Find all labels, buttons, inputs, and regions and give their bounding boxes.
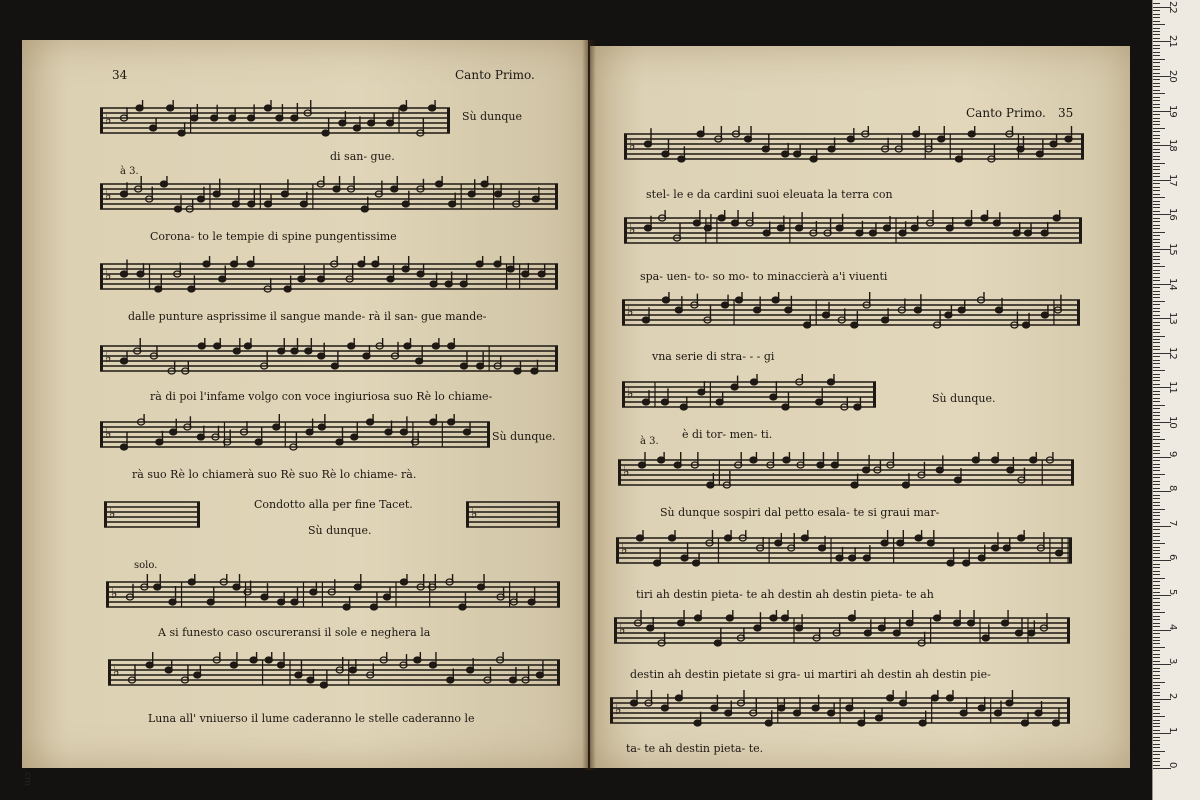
ruler-tick: [1153, 194, 1160, 195]
ruler-tick: [1153, 477, 1160, 478]
ruler-tick: [1153, 24, 1165, 25]
ruler-tick: [1153, 86, 1160, 87]
ruler-tick: [1153, 616, 1160, 617]
ruler-number: 3: [1167, 658, 1178, 665]
ruler-tick: [1153, 311, 1160, 312]
ruler-tick: [1153, 464, 1160, 465]
ruler-tick: [1153, 100, 1160, 101]
ruler-tick: [1153, 640, 1160, 641]
ruler-tick: [1153, 197, 1165, 198]
lyric-line: rà di poi l'infame volgo con voce ingiuriosa suo Rè lo chiame-: [150, 390, 493, 403]
lyric-line: è di tor- men- ti.: [682, 428, 773, 441]
ruler-tick: [1153, 118, 1160, 119]
ruler-tick: [1153, 550, 1160, 551]
ruler-tick: [1153, 723, 1160, 724]
ruler-tick: [1153, 104, 1160, 105]
page-number-left: 34: [112, 68, 128, 82]
svg-text:♭: ♭: [623, 464, 630, 480]
cue-text: Sù dunque.: [308, 524, 372, 537]
ruler-tick: [1153, 460, 1160, 461]
ruler-tick: [1153, 481, 1160, 482]
ruler-tick: [1153, 380, 1160, 381]
ruler-tick: [1153, 356, 1160, 357]
ruler-tick: [1153, 740, 1160, 741]
ruler-tick: [1153, 657, 1160, 658]
ruler-tick: [1153, 695, 1160, 696]
ruler-tick: [1153, 391, 1160, 392]
svg-text:♭: ♭: [621, 542, 628, 558]
ruler-number: 18: [1167, 139, 1178, 152]
ruler-tick: [1153, 21, 1160, 22]
empty-staff: [466, 494, 560, 532]
ruler-tick: [1153, 124, 1160, 125]
ruler-tick: [1153, 225, 1160, 226]
ruler-tick: [1153, 10, 1160, 11]
ruler-tick: [1153, 152, 1160, 153]
ruler-tick: [1153, 484, 1160, 485]
ruler-tick: [1153, 592, 1160, 593]
ruler-tick: [1153, 765, 1160, 766]
ruler-tick: [1153, 228, 1160, 229]
ruler-tick: [1153, 647, 1165, 648]
ruler-tick: [1153, 384, 1160, 385]
ruler-tick: [1153, 626, 1160, 627]
ruler-tick: [1153, 547, 1160, 548]
ruler-tick: [1153, 280, 1160, 281]
ruler-number: 14: [1167, 277, 1178, 291]
ruler-tick: [1153, 270, 1160, 271]
music-staff: [100, 100, 450, 138]
ruler-number: 20: [1167, 70, 1178, 83]
ruler-tick: [1153, 374, 1160, 375]
svg-text:♭: ♭: [105, 188, 112, 204]
ruler-tick: [1153, 543, 1165, 544]
ruler-tick: [1153, 650, 1160, 651]
ruler-tick: [1153, 754, 1160, 755]
ruler-tick: [1153, 263, 1160, 264]
ruler-tick: [1153, 31, 1160, 32]
lyric-line: Corona- to le tempie di spine pungentissime: [150, 230, 397, 243]
ruler-tick: [1153, 519, 1160, 520]
ruler-tick: [1153, 79, 1160, 80]
ruler-tick: [1153, 512, 1160, 513]
ruler-tick: [1153, 412, 1160, 413]
ruler-tick: [1153, 761, 1160, 762]
ruler-tick: [1153, 17, 1160, 18]
ruler-tick: [1153, 256, 1160, 257]
ruler-tick: [1153, 706, 1160, 707]
ruler-number: 8: [1167, 485, 1178, 492]
ruler-tick: [1153, 346, 1160, 347]
ruler-tick: [1153, 336, 1165, 337]
ruler-tick: [1153, 474, 1165, 475]
ruler-tick: [1153, 34, 1160, 35]
ruler-tick: [1153, 398, 1160, 399]
running-head-left: Canto Primo.: [455, 68, 535, 82]
ruler-tick: [1153, 315, 1160, 316]
svg-text:♭: ♭: [627, 304, 634, 320]
ruler-number: 6: [1167, 554, 1178, 561]
ruler-tick: [1153, 609, 1160, 610]
ruler-tick: [1153, 509, 1165, 510]
ruler-tick: [1153, 685, 1160, 686]
ruler-tick: [1153, 142, 1160, 143]
ruler-tick: [1153, 415, 1160, 416]
ruler-tick: [1153, 156, 1160, 157]
ruler-tick: [1153, 266, 1165, 267]
ruler-tick: [1153, 273, 1160, 274]
svg-text:♭: ♭: [619, 622, 626, 638]
ruler-tick: [1153, 661, 1160, 662]
ruler-tick: [1153, 560, 1171, 561]
ruler-tick: [1153, 429, 1160, 430]
ruler-tick: [1153, 488, 1160, 489]
ruler-tick: [1153, 166, 1160, 167]
ruler-tick: [1153, 419, 1160, 420]
ruler-tick: [1153, 439, 1165, 440]
ruler-tick: [1153, 709, 1160, 710]
ruler-tick: [1153, 360, 1160, 361]
ruler-tick: [1153, 287, 1160, 288]
music-staff: [100, 176, 558, 214]
music-staff: [622, 292, 1080, 330]
ruler-tick: [1153, 637, 1160, 638]
svg-text:♭: ♭: [627, 386, 634, 402]
cue-text: Sù dunque: [462, 110, 522, 123]
ruler-tick: [1153, 585, 1160, 586]
ruler-tick: [1153, 377, 1160, 378]
ruler-tick: [1153, 498, 1160, 499]
svg-text:♭: ♭: [615, 702, 622, 718]
ruler-tick: [1153, 246, 1160, 247]
ruler-tick: [1153, 574, 1160, 575]
ruler-number: 22: [1167, 0, 1178, 14]
ruler-tick: [1153, 52, 1160, 53]
ruler-tick: [1153, 183, 1160, 184]
ruler-unit-label: cm: [22, 772, 32, 786]
ruler-tick: [1153, 405, 1165, 406]
ruler-number: 9: [1167, 450, 1178, 457]
svg-text:♭: ♭: [111, 586, 118, 602]
ruler-tick: [1153, 675, 1160, 676]
music-staff: [108, 652, 560, 690]
ruler-tick: [1153, 308, 1160, 309]
ruler-tick: [1153, 502, 1160, 503]
ruler-tick: [1153, 218, 1160, 219]
lyric-line: vna serie di stra- - - gi: [652, 350, 775, 363]
lyric-line: di san- gue.: [330, 150, 395, 163]
ruler-tick: [1153, 553, 1160, 554]
ruler-tick: [1153, 692, 1160, 693]
ruler-tick: [1153, 633, 1160, 634]
lyric-line: A si funesto caso oscureransi il sole e neghera la: [158, 626, 431, 639]
music-staff: [624, 210, 1082, 248]
ruler-tick: [1153, 62, 1160, 63]
ruler-tick: [1153, 443, 1160, 444]
ruler-tick: [1153, 83, 1160, 84]
ruler-tick: [1153, 55, 1160, 56]
ruler-tick: [1153, 678, 1160, 679]
ruler-tick: [1153, 713, 1160, 714]
ruler-tick: [1153, 259, 1160, 260]
ruler-tick: [1153, 277, 1160, 278]
cue-text: Sù dunque.: [932, 392, 996, 405]
ruler-tick: [1153, 239, 1160, 240]
ruler-tick: [1153, 654, 1160, 655]
ruler-tick: [1153, 505, 1160, 506]
ruler-number: 1: [1167, 727, 1178, 734]
lyric-line: Luna all' vniuerso il lume caderanno le stelle caderanno le: [148, 712, 475, 725]
ruler-tick: [1153, 758, 1160, 759]
ruler-tick: [1153, 446, 1160, 447]
music-staff: [610, 690, 1070, 728]
lyric-line: stel- le e da cardini suoi eleuata la terra con: [646, 188, 893, 201]
ruler-tick: [1153, 733, 1171, 734]
ruler-number: 19: [1167, 104, 1178, 118]
music-staff: [616, 530, 1072, 568]
ruler-tick: [1153, 66, 1160, 67]
ruler-tick: [1153, 128, 1165, 129]
lyric-line: destin ah destin pietate si gra- ui martiri ah destin ah destin pie-: [630, 668, 991, 681]
voice-marking: solo.: [134, 560, 158, 571]
ruler-tick: [1153, 363, 1160, 364]
ruler-tick: [1153, 121, 1160, 122]
ruler-number: 7: [1167, 519, 1178, 527]
ruler-tick: [1153, 612, 1165, 613]
ruler-number: 4: [1167, 623, 1178, 630]
ruler-tick: [1153, 522, 1160, 523]
ruler-tick: [1153, 720, 1160, 721]
ruler-tick: [1153, 557, 1160, 558]
ruler-tick: [1153, 339, 1160, 340]
ruler-number: 2: [1167, 692, 1178, 700]
ruler-tick: [1153, 93, 1165, 94]
svg-text:♭: ♭: [113, 664, 120, 680]
music-staff: [100, 338, 558, 376]
ruler-tick: [1153, 737, 1160, 738]
ruler-tick: [1153, 688, 1160, 689]
lyric-line: Sù dunque sospiri dal petto esala- te si graui mar-: [660, 506, 940, 519]
ruler-tick: [1153, 349, 1160, 350]
ruler-tick: [1153, 436, 1160, 437]
ruler-tick: [1153, 581, 1160, 582]
ruler-tick: [1153, 252, 1160, 253]
svg-text:♭: ♭: [471, 506, 478, 522]
ruler-number: 15: [1167, 243, 1178, 256]
cue-text: Sù dunque.: [492, 430, 556, 443]
ruler-tick: [1153, 602, 1160, 603]
ruler-tick: [1153, 432, 1160, 433]
ruler-tick: [1153, 467, 1160, 468]
ruler-tick: [1153, 682, 1165, 683]
ruler-tick: [1153, 45, 1160, 46]
ruler-tick: [1153, 232, 1165, 233]
ruler-tick: [1153, 588, 1160, 589]
ruler-tick: [1153, 48, 1160, 49]
ruler-tick: [1153, 149, 1160, 150]
empty-staff: [104, 494, 200, 532]
voice-marking: à 3.: [120, 166, 139, 177]
ruler-tick: [1153, 201, 1160, 202]
ruler-tick: [1153, 107, 1160, 108]
ruler-tick: [1153, 408, 1160, 409]
ruler-tick: [1153, 533, 1160, 534]
ruler-tick: [1153, 69, 1160, 70]
ruler-tick: [1153, 190, 1160, 191]
ruler-tick: [1153, 304, 1160, 305]
ruler-tick: [1153, 726, 1160, 727]
ruler-tick: [1153, 38, 1160, 39]
ruler-tick: [1153, 28, 1160, 29]
ruler-tick: [1153, 571, 1160, 572]
ruler-tick: [1153, 401, 1160, 402]
ruler-number: 17: [1167, 173, 1178, 187]
ruler-tick: [1153, 578, 1165, 579]
ruler-tick: [1153, 207, 1160, 208]
music-staff: [624, 126, 1084, 164]
ruler-tick: [1153, 394, 1160, 395]
ruler-tick: [1153, 297, 1160, 298]
ruler-tick: [1153, 291, 1160, 292]
ruler-tick: [1153, 536, 1160, 537]
lyric-line: ta- te ah destin pieta- te.: [626, 742, 764, 755]
ruler-tick: [1153, 716, 1165, 717]
ruler-tick: [1153, 301, 1165, 302]
ruler-number: 10: [1167, 416, 1178, 429]
ruler-tick: [1153, 540, 1160, 541]
ruler-tick: [1153, 322, 1160, 323]
music-staff: [100, 256, 558, 294]
ruler-tick: [1153, 187, 1160, 188]
ruler-number: 21: [1167, 35, 1178, 49]
ruler-tick: [1153, 515, 1160, 516]
ruler-tick: [1153, 605, 1160, 606]
ruler-tick: [1153, 370, 1165, 371]
ruler-tick: [1153, 598, 1160, 599]
ruler-tick: [1153, 623, 1160, 624]
ruler-tick: [1153, 3, 1160, 4]
music-staff: [106, 574, 560, 612]
ruler-tick: [1153, 131, 1160, 132]
ruler-tick: [1153, 425, 1160, 426]
ruler-tick: [1153, 450, 1160, 451]
ruler-tick: [1153, 747, 1160, 748]
ruler-number: 0: [1167, 762, 1178, 769]
ruler-tick: [1153, 529, 1160, 530]
svg-text:♭: ♭: [629, 222, 636, 238]
voice-marking: à 3.: [640, 436, 659, 447]
ruler-tick: [1153, 59, 1165, 60]
ruler-number: 12: [1167, 346, 1178, 360]
ruler-tick: [1153, 242, 1160, 243]
ruler-tick: [1153, 671, 1160, 672]
book-gutter: [582, 40, 596, 770]
ruler-tick: [1153, 163, 1165, 164]
performance-instruction: Condotto alla per fine Tacet.: [254, 498, 413, 511]
music-staff: [100, 414, 490, 452]
ruler-tick: [1153, 221, 1160, 222]
ruler-tick: [1153, 294, 1160, 295]
ruler-tick: [1153, 176, 1160, 177]
ruler-tick: [1153, 173, 1160, 174]
ruler-tick: [1153, 73, 1160, 74]
ruler-tick: [1153, 751, 1165, 752]
lyric-line: dalle punture asprissime il sangue mande- rà il san- gue mande-: [128, 310, 487, 323]
ruler-tick: [1153, 169, 1160, 170]
ruler-tick: [1153, 744, 1160, 745]
ruler-tick: [1153, 567, 1160, 568]
svg-text:♭: ♭: [105, 112, 112, 128]
ruler-tick: [1153, 159, 1160, 160]
ruler-tick: [1153, 235, 1160, 236]
svg-text:♭: ♭: [105, 350, 112, 366]
ruler-tick: [1153, 495, 1160, 496]
measuring-ruler: [1152, 0, 1200, 800]
running-head-right: Canto Primo.: [966, 106, 1046, 120]
ruler-tick: [1153, 564, 1160, 565]
ruler-tick: [1153, 329, 1160, 330]
ruler-tick: [1153, 114, 1160, 115]
lyric-line: rà suo Rè lo chiamerà suo Rè suo Rè lo chiame- rà.: [132, 468, 417, 481]
lyric-line: spa- uen- to- so mo- to minaccierà a'i viuenti: [640, 270, 888, 283]
ruler-tick: [1153, 90, 1160, 91]
ruler-tick: [1153, 204, 1160, 205]
ruler-number: 13: [1167, 312, 1178, 325]
ruler-number: 11: [1167, 381, 1178, 395]
ruler-tick: [1153, 619, 1160, 620]
ruler-tick: [1153, 367, 1160, 368]
music-staff: [614, 610, 1070, 648]
page-number-right: 35: [1058, 106, 1074, 120]
music-staff: [618, 452, 1074, 490]
ruler-tick: [1153, 135, 1160, 136]
ruler-tick: [1153, 668, 1160, 669]
svg-text:♭: ♭: [105, 426, 112, 442]
ruler-number: 5: [1167, 589, 1178, 596]
ruler-tick: [1153, 97, 1160, 98]
ruler-tick: [1153, 211, 1160, 212]
lyric-line: tiri ah destin pieta- te ah destin ah destin pieta- te ah: [636, 588, 934, 601]
svg-text:♭: ♭: [629, 138, 636, 154]
ruler-tick: [1153, 325, 1160, 326]
ruler-tick: [1153, 14, 1160, 15]
ruler-tick: [1153, 470, 1160, 471]
ruler-tick: [1153, 730, 1160, 731]
ruler-tick: [1153, 332, 1160, 333]
ruler-tick: [1153, 342, 1160, 343]
ruler-number: 16: [1167, 208, 1178, 222]
ruler-tick: [1153, 453, 1160, 454]
ruler-tick: [1153, 702, 1160, 703]
ruler-tick: [1153, 138, 1160, 139]
ruler-tick: [1153, 643, 1160, 644]
svg-text:♭: ♭: [105, 268, 112, 284]
music-staff: [622, 374, 876, 412]
svg-text:♭: ♭: [109, 506, 116, 522]
